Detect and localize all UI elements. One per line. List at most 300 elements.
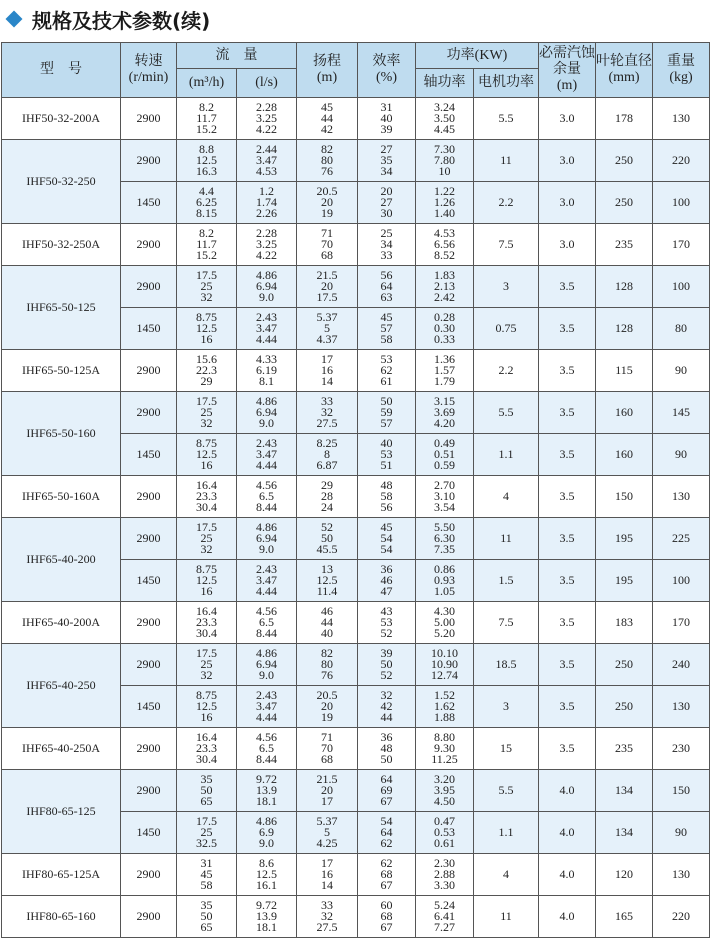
efficiency-cell-value: 48 [380,478,393,492]
speed-cell: 2900 [121,476,177,518]
flow-m3h-cell-value: 23.3 [196,741,217,755]
motor-power-cell: 4 [474,476,539,518]
flow-m3h-cell-value: 11.7 [196,237,217,251]
efficiency-cell-value: 60 [380,898,393,912]
flow-m3h-cell-value: 4.4 [199,184,214,198]
head-cell-value: 29 [321,478,333,492]
speed-cell: 1450 [121,560,177,602]
efficiency-cell-value: 57 [380,416,393,430]
flow-m3h-cell-value: 25 [200,657,213,671]
shaft-power-cell-value: 1.79 [434,374,455,388]
head-cell-value: 70 [321,237,333,251]
flow-m3h-cell-value: 12.5 [196,573,217,587]
shaft-power-cell-value: 6.56 [434,237,455,251]
motor-power-cell: 4 [474,854,539,896]
flow-ls-cell-value: 3.25 [256,111,277,125]
efficiency-cell-value: 64 [380,825,393,839]
efficiency-cell [358,518,416,560]
weight-cell: 130 [653,98,710,140]
shaft-power-cell-value: 4.20 [434,416,455,430]
model-cell: IHF65-40-250 [2,644,121,728]
flow-ls-cell-value: 4.44 [256,458,277,472]
efficiency-cell-value: 43 [380,604,393,618]
flow-m3h-cell-value: 25 [200,279,213,293]
shaft-power-cell-value: 5.20 [434,626,455,640]
shaft-power-cell [416,602,474,644]
head-cell [297,140,358,182]
flow-m3h-cell-value: 15.2 [196,122,217,136]
head-cell-value: 4.37 [316,332,338,346]
shaft-power-cell [416,686,474,728]
flow-m3h-cell-value: 50 [200,783,213,797]
efficiency-cell-value: 30 [380,206,393,220]
head-cell [297,350,358,392]
shaft-power-cell-value: 4.45 [434,122,455,136]
flow-ls-cell [237,896,297,938]
efficiency-cell-value: 54 [380,531,393,545]
head-cell-value: 17.5 [316,290,338,304]
shaft-power-cell [416,644,474,686]
flow-ls-cell-value: 3.47 [256,321,277,335]
flow-m3h-cell-value: 17.5 [196,814,217,828]
flow-ls-cell [237,728,297,770]
efficiency-cell [358,350,416,392]
head-cell-value: 68 [321,248,333,262]
shaft-power-cell-value: 0.51 [434,447,455,461]
speed-cell: 2900 [121,350,177,392]
flow-m3h-cell [177,308,237,350]
efficiency-cell-value: 27 [380,142,393,156]
efficiency-cell [358,728,416,770]
impeller-cell: 120 [596,854,653,896]
head-cell [297,98,358,140]
shaft-power-cell [416,392,474,434]
head-cell [297,770,358,812]
flow-ls-cell-value: 4.56 [256,478,277,492]
impeller-cell: 115 [596,350,653,392]
flow-ls-cell-value: 2.26 [256,206,277,220]
efficiency-cell-value: 53 [380,352,393,366]
motor-power-cell: 1.1 [474,434,539,476]
shaft-power-cell-value: 10 [438,164,451,178]
flow-m3h-cell-value: 45 [200,867,213,881]
flow-m3h-cell-value: 17.5 [196,646,217,660]
flow-ls-cell [237,476,297,518]
weight-cell: 145 [653,392,710,434]
table-header [2,43,710,98]
efficiency-cell [358,854,416,896]
shaft-power-cell-value: 0.28 [434,310,455,324]
head-cell-value: 5 [324,825,330,839]
shaft-power-cell-value: 1.57 [434,363,455,377]
flow-ls-cell [237,182,297,224]
head-cell [297,434,358,476]
speed-cell: 2900 [121,896,177,938]
weight-cell: 90 [653,812,710,854]
efficiency-cell-value: 67 [380,920,393,934]
header-flow: 流 量 [177,43,297,69]
head-cell-value: 80 [321,153,333,167]
speed-cell: 1450 [121,182,177,224]
flow-ls-cell-value: 4.22 [256,122,277,136]
model-cell: IHF80-65-125A [2,854,121,896]
flow-m3h-cell [177,476,237,518]
npsh-cell: 3.5 [539,686,596,728]
flow-m3h-cell-value: 65 [200,794,213,808]
efficiency-cell-value: 40 [380,436,393,450]
head-cell-value: 20 [321,279,333,293]
flow-ls-cell-value: 2.43 [256,562,277,576]
shaft-power-cell-value: 3.30 [434,878,455,892]
flow-ls-cell [237,140,297,182]
motor-power-cell: 3 [474,686,539,728]
flow-ls-cell [237,602,297,644]
efficiency-cell-value: 47 [380,584,393,598]
flow-m3h-cell [177,518,237,560]
shaft-power-cell [416,308,474,350]
efficiency-cell-value: 56 [380,268,393,282]
efficiency-cell-value: 68 [380,867,393,881]
table-row [2,854,710,896]
head-cell-value: 27.5 [316,416,338,430]
npsh-cell: 4.0 [539,854,596,896]
flow-m3h-cell-value: 8.15 [196,206,217,220]
flow-m3h-cell-value: 25 [200,405,213,419]
head-cell [297,224,358,266]
head-cell [297,560,358,602]
npsh-cell: 4.0 [539,812,596,854]
shaft-power-cell-value: 7.35 [434,542,455,556]
head-cell-value: 17 [321,794,333,808]
shaft-power-cell-value: 0.61 [434,836,455,850]
table-row [2,518,710,560]
shaft-power-cell [416,770,474,812]
head-cell-value: 6.87 [316,458,338,472]
impeller-cell: 165 [596,896,653,938]
flow-ls-cell-value: 2.43 [256,436,277,450]
head-cell-value: 16 [321,867,333,881]
impeller-cell: 195 [596,560,653,602]
shaft-power-cell [416,266,474,308]
shaft-power-cell-value: 3.10 [434,489,455,503]
head-cell-value: 11.4 [316,584,338,598]
model-cell: IHF65-50-125A [2,350,121,392]
flow-ls-cell [237,434,297,476]
table-row [2,98,710,140]
head-cell-value: 17 [321,856,333,870]
weight-cell: 130 [653,686,710,728]
flow-m3h-cell-value: 16 [200,584,213,598]
flow-ls-cell-value: 8.44 [256,626,277,640]
efficiency-cell-value: 58 [380,332,393,346]
flow-m3h-cell [177,266,237,308]
table-row [2,224,710,266]
head-cell-value: 20 [321,699,333,713]
efficiency-cell [358,770,416,812]
shaft-power-cell-value: 8.80 [434,730,455,744]
shaft-power-cell-value: 0.86 [434,562,455,576]
head-cell-value: 17 [321,352,333,366]
head-cell-value: 70 [321,741,333,755]
page-title [4,2,210,36]
flow-ls-cell [237,560,297,602]
shaft-power-cell-value: 10.10 [431,646,458,660]
flow-m3h-cell [177,854,237,896]
page-title-text: 规格及技术参数(续) [32,8,211,33]
shaft-power-cell-value: 7.80 [434,153,455,167]
table-row [2,476,710,518]
flow-ls-cell-value: 4.86 [256,646,277,660]
head-cell-value: 14 [321,878,333,892]
flow-m3h-cell-value: 8.75 [196,688,217,702]
head-cell-value: 52 [321,520,333,534]
flow-ls-cell-value: 6.94 [256,405,277,419]
flow-m3h-cell-value: 50 [200,909,213,923]
npsh-cell: 3.0 [539,98,596,140]
efficiency-cell [358,224,416,266]
flow-ls-cell-value: 4.86 [256,268,277,282]
head-cell-value: 80 [321,657,333,671]
speed-cell: 2900 [121,392,177,434]
npsh-cell: 3.5 [539,476,596,518]
head-cell-value: 71 [321,226,333,240]
speed-cell: 2900 [121,266,177,308]
shaft-power-cell-value: 3.24 [434,100,455,114]
flow-m3h-cell-value: 16.4 [196,730,217,744]
header-efficiency: 效率 (%) [358,43,416,98]
efficiency-cell [358,308,416,350]
motor-power-cell: 5.5 [474,392,539,434]
shaft-power-cell [416,98,474,140]
flow-m3h-cell-value: 11.7 [196,111,217,125]
flow-ls-cell-value: 12.5 [256,867,277,881]
shaft-power-cell-value: 4.53 [434,226,455,240]
efficiency-cell-value: 67 [380,794,393,808]
head-cell-value: 19 [321,710,333,724]
efficiency-cell-value: 62 [380,856,393,870]
head-cell-value: 20 [321,195,333,209]
flow-ls-cell-value: 9.0 [259,668,274,682]
header-power: 功率(KW) [416,43,539,69]
flow-m3h-cell-value: 12.5 [196,321,217,335]
efficiency-cell [358,140,416,182]
weight-cell: 230 [653,728,710,770]
flow-ls-cell-value: 4.53 [256,164,277,178]
flow-m3h-cell-value: 12.5 [196,699,217,713]
head-cell [297,476,358,518]
shaft-power-cell-value: 5.00 [434,615,455,629]
npsh-cell: 3.5 [539,602,596,644]
flow-ls-cell-value: 8.1 [259,374,274,388]
shaft-power-cell-value: 0.53 [434,825,455,839]
efficiency-cell-value: 58 [380,489,393,503]
head-cell-value: 20 [321,783,333,797]
impeller-cell: 160 [596,392,653,434]
head-cell-value: 76 [321,164,333,178]
flow-ls-cell-value: 9.72 [256,772,277,786]
shaft-power-cell-value: 7.30 [434,142,455,156]
efficiency-cell-value: 63 [380,290,393,304]
efficiency-cell-value: 64 [380,279,393,293]
impeller-cell: 235 [596,728,653,770]
speed-cell: 2900 [121,644,177,686]
flow-ls-cell-value: 9.0 [259,542,274,556]
head-cell-value: 44 [321,111,333,125]
flow-m3h-cell-value: 29 [200,374,213,388]
flow-ls-cell-value: 9.0 [259,290,274,304]
flow-ls-cell-value: 6.9 [259,825,274,839]
shaft-power-cell-value: 1.62 [434,699,455,713]
speed-cell: 2900 [121,140,177,182]
motor-power-cell: 5.5 [474,98,539,140]
head-cell-value: 44 [321,615,333,629]
flow-ls-cell [237,224,297,266]
motor-power-cell: 7.5 [474,224,539,266]
shaft-power-cell-value: 2.13 [434,279,455,293]
header-flow-m3h: (m³/h) [177,69,237,98]
flow-m3h-cell-value: 23.3 [196,489,217,503]
npsh-cell: 3.5 [539,266,596,308]
weight-cell: 80 [653,308,710,350]
flow-m3h-cell [177,728,237,770]
shaft-power-cell-value: 1.05 [434,584,455,598]
flow-m3h-cell-value: 22.3 [196,363,217,377]
weight-cell: 240 [653,644,710,686]
weight-cell: 90 [653,434,710,476]
diamond-bullet-icon [6,11,23,28]
head-cell-value: 20.5 [316,184,338,198]
motor-power-cell: 1.1 [474,812,539,854]
flow-ls-cell-value: 4.56 [256,730,277,744]
shaft-power-cell-value: 4.50 [434,794,455,808]
model-cell: IHF65-40-200A [2,602,121,644]
shaft-power-cell-value: 10.90 [431,657,458,671]
weight-cell: 220 [653,896,710,938]
flow-m3h-cell-value: 15.6 [196,352,217,366]
efficiency-cell [358,266,416,308]
shaft-power-cell [416,896,474,938]
shaft-power-cell-value: 2.30 [434,856,455,870]
head-cell-value: 46 [321,604,333,618]
weight-cell: 220 [653,140,710,182]
head-cell-value: 19 [321,206,333,220]
flow-ls-cell-value: 2.28 [256,100,277,114]
shaft-power-cell [416,182,474,224]
head-cell [297,602,358,644]
shaft-power-cell-value: 9.30 [434,741,455,755]
table-row [2,266,710,308]
flow-m3h-cell [177,812,237,854]
speed-cell: 2900 [121,518,177,560]
flow-m3h-cell-value: 32 [200,416,213,430]
head-cell-value: 71 [321,730,333,744]
flow-ls-cell-value: 1.74 [256,195,277,209]
flow-ls-cell-value: 3.47 [256,153,277,167]
head-cell [297,686,358,728]
model-cell: IHF50-32-250 [2,140,121,224]
efficiency-cell-value: 54 [380,814,393,828]
motor-power-cell: 18.5 [474,644,539,686]
efficiency-cell-value: 50 [380,394,393,408]
flow-m3h-cell-value: 8.75 [196,562,217,576]
shaft-power-cell-value: 2.70 [434,478,455,492]
impeller-cell: 128 [596,308,653,350]
flow-ls-cell-value: 8.44 [256,500,277,514]
motor-power-cell: 1.5 [474,560,539,602]
flow-ls-cell-value: 6.19 [256,363,277,377]
head-cell [297,812,358,854]
flow-m3h-cell-value: 30.4 [196,626,217,640]
efficiency-cell-value: 50 [380,752,393,766]
table-row [2,644,710,686]
head-cell [297,728,358,770]
weight-cell: 130 [653,476,710,518]
flow-ls-cell-value: 3.47 [256,699,277,713]
head-cell [297,392,358,434]
npsh-cell: 3.5 [539,644,596,686]
model-cell: IHF65-50-125 [2,266,121,350]
efficiency-cell-value: 50 [380,657,393,671]
flow-ls-cell [237,518,297,560]
efficiency-cell-value: 68 [380,909,393,923]
motor-power-cell: 5.5 [474,770,539,812]
flow-ls-cell-value: 9.72 [256,898,277,912]
flow-m3h-cell [177,224,237,266]
shaft-power-cell-value: 4.30 [434,604,455,618]
flow-ls-cell-value: 18.1 [256,920,277,934]
efficiency-cell-value: 54 [380,542,393,556]
head-cell-value: 21.5 [316,268,338,282]
table-row [2,602,710,644]
flow-m3h-cell-value: 17.5 [196,268,217,282]
impeller-cell: 134 [596,770,653,812]
shaft-power-cell-value: 3.50 [434,111,455,125]
efficiency-cell-value: 46 [380,573,393,587]
efficiency-cell [358,896,416,938]
speed-cell: 2900 [121,854,177,896]
table-row [2,770,710,812]
efficiency-cell-value: 42 [380,699,393,713]
efficiency-cell-value: 39 [380,122,393,136]
shaft-power-cell [416,560,474,602]
efficiency-cell [358,644,416,686]
flow-ls-cell-value: 13.9 [256,783,277,797]
flow-ls-cell-value: 1.2 [259,184,274,198]
npsh-cell: 3.5 [539,560,596,602]
header-flow-ls: (l/s) [237,69,297,98]
flow-ls-cell-value: 3.47 [256,573,277,587]
npsh-cell: 3.0 [539,182,596,224]
head-cell-value: 33 [321,394,333,408]
motor-power-cell: 15 [474,728,539,770]
model-cell: IHF65-40-250A [2,728,121,770]
flow-m3h-cell [177,686,237,728]
flow-m3h-cell [177,560,237,602]
header-impeller: 叶轮直径(mm) [596,43,653,98]
npsh-cell: 3.5 [539,434,596,476]
flow-m3h-cell-value: 17.5 [196,520,217,534]
efficiency-cell-value: 33 [380,248,393,262]
flow-ls-cell [237,98,297,140]
flow-ls-cell [237,392,297,434]
head-cell-value: 40 [321,626,333,640]
flow-m3h-cell-value: 32.5 [196,836,217,850]
impeller-cell: 178 [596,98,653,140]
flow-m3h-cell-value: 16.3 [196,164,217,178]
head-cell-value: 24 [321,500,333,514]
head-cell [297,644,358,686]
flow-m3h-cell-value: 16 [200,458,213,472]
